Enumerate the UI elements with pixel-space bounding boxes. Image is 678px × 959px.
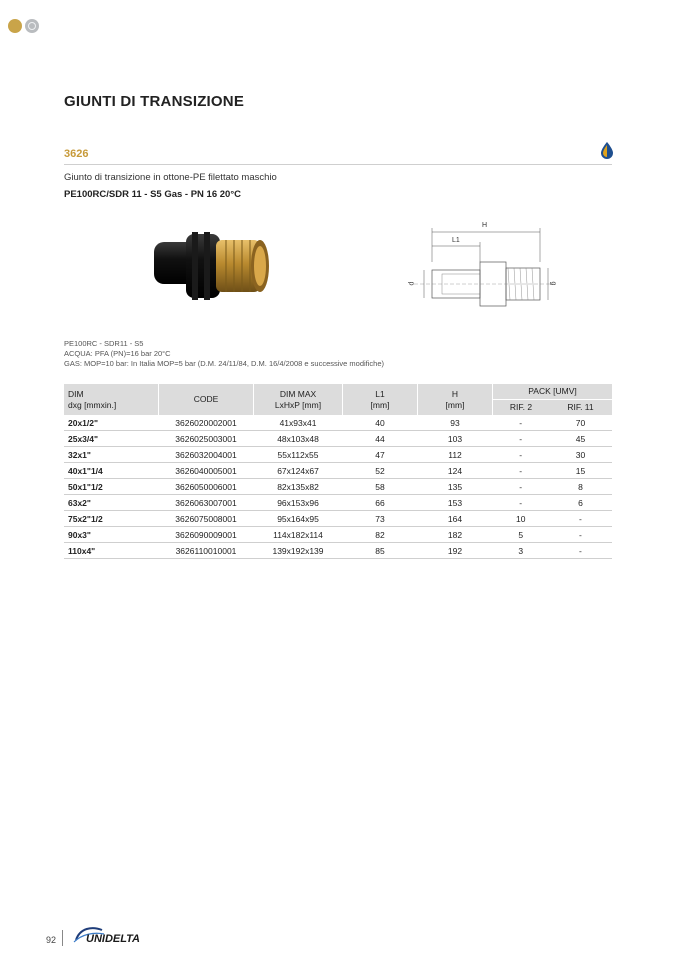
cell-rif2: - <box>493 431 549 447</box>
cell-h: 124 <box>418 463 493 479</box>
drawing-label-d: d <box>408 281 416 286</box>
cell-code: 3626075008001 <box>159 511 254 527</box>
col-l1 <box>343 384 418 415</box>
table-row <box>64 527 612 543</box>
cell-dim: 32x1" <box>64 447 159 463</box>
table-row <box>64 511 612 527</box>
col-rif11: RIF. 11 <box>549 400 612 416</box>
cell-code: 3626025003001 <box>159 431 254 447</box>
drawing-label-g: g <box>549 281 557 286</box>
grey-globe-icon <box>25 19 39 33</box>
cell-h: 103 <box>418 431 493 447</box>
col-dim <box>64 384 159 415</box>
note-line: PE100RC - SDR11 - S5 <box>64 339 144 348</box>
cell-rif2: - <box>493 447 549 463</box>
cell-h: 182 <box>418 527 493 543</box>
cell-h: 153 <box>418 495 493 511</box>
col-dimmax-label: DIM MAX <box>279 388 317 399</box>
cell-dimmax: 96x153x96 <box>254 495 343 511</box>
product-spec: PE100RC/SDR 11 - S5 Gas - PN 16 20°C <box>64 189 241 200</box>
cell-code: 3626063007001 <box>159 495 254 511</box>
page-title: GIUNTI DI TRANSIZIONE <box>64 93 245 110</box>
drop-icon <box>600 141 614 164</box>
table-body <box>64 415 612 559</box>
product-photo <box>148 228 278 315</box>
cell-rif11: - <box>549 511 612 527</box>
cell-rif2: - <box>493 479 549 495</box>
cell-dimmax: 55x112x55 <box>254 447 343 463</box>
cell-rif11: - <box>549 527 612 543</box>
table-row <box>64 447 612 463</box>
cell-dim: 40x1"1/4 <box>64 463 159 479</box>
cell-rif11: - <box>549 543 612 559</box>
cell-rif2: 5 <box>493 527 549 543</box>
cell-dim: 90x3" <box>64 527 159 543</box>
cell-rif2: 3 <box>493 543 549 559</box>
cell-rif2: 10 <box>493 511 549 527</box>
cell-rif2: - <box>493 415 549 431</box>
col-l1-sub: [mm] <box>370 399 390 410</box>
cell-rif2: - <box>493 495 549 511</box>
cell-dimmax: 95x164x95 <box>254 511 343 527</box>
table-row <box>64 463 612 479</box>
cell-rif2: - <box>493 463 549 479</box>
col-l1-label: L1 <box>375 388 385 399</box>
cell-rif11: 15 <box>549 463 612 479</box>
cell-h: 192 <box>418 543 493 559</box>
cell-dim: 20x1/2" <box>64 415 159 431</box>
cell-dim: 75x2"1/2 <box>64 511 159 527</box>
cell-dim: 25x3/4" <box>64 431 159 447</box>
table-row <box>64 431 612 447</box>
col-rif2: RIF. 2 <box>493 400 549 416</box>
col-pack: PACK [UMV] <box>493 384 613 400</box>
cell-l1: 52 <box>343 463 418 479</box>
technical-drawing <box>404 218 564 323</box>
footer-divider <box>62 930 63 946</box>
drawing-label-l1: L1 <box>452 237 460 244</box>
col-h-sub: [mm] <box>445 399 465 410</box>
cell-dim: 50x1"1/2 <box>64 479 159 495</box>
col-h <box>418 384 493 415</box>
cell-code: 3626090009001 <box>159 527 254 543</box>
cell-l1: 73 <box>343 511 418 527</box>
cell-dimmax: 41x93x41 <box>254 415 343 431</box>
page-number: 92 <box>46 935 57 945</box>
col-dim-label: DIM <box>68 388 84 399</box>
section-dots <box>8 19 39 33</box>
gold-dot-icon <box>8 19 22 33</box>
cell-l1: 58 <box>343 479 418 495</box>
cell-code: 3626040005001 <box>159 463 254 479</box>
cell-dim: 63x2" <box>64 495 159 511</box>
cell-h: 164 <box>418 511 493 527</box>
section-divider <box>64 164 612 165</box>
cell-dim: 110x4" <box>64 543 159 559</box>
table-row <box>64 495 612 511</box>
unidelta-logo <box>72 924 176 951</box>
cell-dimmax: 67x124x67 <box>254 463 343 479</box>
cell-rif11: 70 <box>549 415 612 431</box>
cell-rif11: 45 <box>549 431 612 447</box>
cell-h: 135 <box>418 479 493 495</box>
cell-rif11: 6 <box>549 495 612 511</box>
cell-code: 3626032004001 <box>159 447 254 463</box>
cell-l1: 66 <box>343 495 418 511</box>
col-dimmax <box>254 384 343 415</box>
cell-code: 3626110010001 <box>159 543 254 559</box>
cell-h: 93 <box>418 415 493 431</box>
col-dimmax-sub: LxHxP [mm] <box>274 399 322 410</box>
table-row <box>64 543 612 559</box>
note-line: ACQUA: PFA (PN)=16 bar 20°C <box>64 349 171 358</box>
col-h-label: H <box>451 388 459 399</box>
cell-dimmax: 48x103x48 <box>254 431 343 447</box>
cell-dimmax: 82x135x82 <box>254 479 343 495</box>
cell-rif11: 30 <box>549 447 612 463</box>
cell-l1: 82 <box>343 527 418 543</box>
note-line: GAS: MOP=10 bar: In Italia MOP=5 bar (D.M. 24/11/84, D.M. 16/4/2008 e successive modifiche) <box>64 359 385 368</box>
col-dim-sub: dxg [mmxin.] <box>68 399 117 410</box>
col-code: CODE <box>159 384 254 415</box>
cell-l1: 47 <box>343 447 418 463</box>
cell-h: 112 <box>418 447 493 463</box>
product-description: Giunto di transizione in ottone-PE filettato maschio <box>64 172 277 183</box>
cell-l1: 85 <box>343 543 418 559</box>
drawing-label-h: H <box>482 222 488 229</box>
cell-l1: 44 <box>343 431 418 447</box>
cell-rif11: 8 <box>549 479 612 495</box>
cell-l1: 40 <box>343 415 418 431</box>
cell-dimmax: 139x192x139 <box>254 543 343 559</box>
cell-dimmax: 114x182x114 <box>254 527 343 543</box>
table-row <box>64 479 612 495</box>
cell-code: 3626020002001 <box>159 415 254 431</box>
product-notes <box>64 339 384 369</box>
product-table <box>64 384 612 559</box>
cell-code: 3626050006001 <box>159 479 254 495</box>
brand-name: UNIDELTA <box>86 933 140 945</box>
table-row <box>64 415 612 431</box>
product-code: 3626 <box>64 148 89 160</box>
